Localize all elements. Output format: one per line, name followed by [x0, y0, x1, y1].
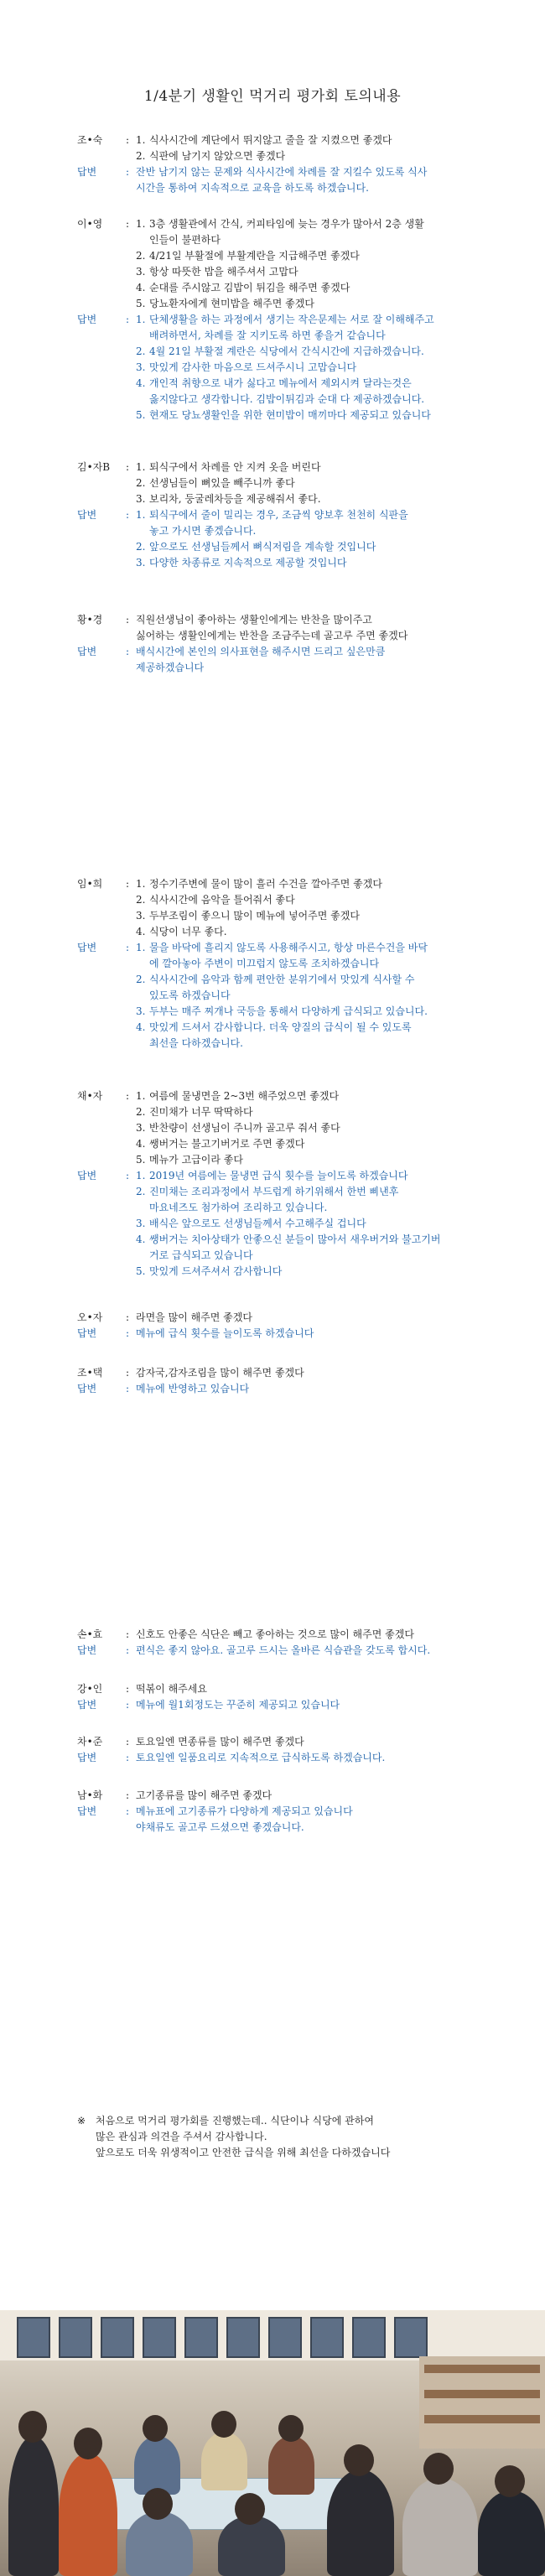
comment-text: 반찬량이 선생님이 주니까 골고루 줘서 좋다	[149, 1122, 340, 1134]
closing-line-1: 처음으로 먹거리 평가회를 진행했는데.. 식단이나 식당에 관하여	[96, 2115, 374, 2127]
answer-text: 배식은 앞으로도 선생님들께서 수고해주실 겁니다	[149, 1218, 366, 1229]
photo-person	[402, 2478, 478, 2576]
item-number: 3.	[136, 910, 146, 922]
answer-text: 편식은 좋지 않아요. 골고루 드시는 올바른 식습관을 갖도록 합시다.	[136, 1644, 431, 1656]
item-number: 3.	[136, 493, 146, 505]
comment-text: 식사시간에 계단에서 뛰지않고 줄을 잘 지켰으면 좋겠다	[149, 134, 392, 146]
answer-text: 2019년 여름에는 물냉면 급식 횟수를 늘이도록 하겠습니다	[149, 1170, 408, 1182]
comment-text: 여름에 물냉면을 2~3번 해주었으면 좋겠다	[149, 1090, 340, 1102]
photo-person	[134, 2436, 180, 2495]
item-number: 5.	[136, 298, 146, 309]
label-colon: :	[126, 878, 130, 890]
comment-section	[77, 1088, 496, 1280]
speaker-name: 강•인	[77, 1683, 103, 1695]
comment-text: 4/21일 부활절에 부활계란을 지급해주면 좋겠다	[149, 250, 360, 262]
comment-text: 식당이 너무 좋다.	[149, 926, 227, 937]
photo-window	[226, 2317, 260, 2358]
label-colon: :	[126, 1383, 130, 1394]
answer-label: 답변	[77, 1644, 97, 1656]
label-colon: :	[126, 1805, 130, 1817]
answer-text: 제공하겠습니다	[136, 662, 205, 673]
label-colon: :	[126, 461, 130, 473]
item-number: 1.	[136, 218, 146, 230]
item-number: 1.	[136, 509, 146, 521]
comment-section	[77, 1788, 496, 1836]
photo-person	[268, 2436, 314, 2495]
answer-text: 메뉴에 월1회정도는 꾸준히 제공되고 있습니다	[136, 1699, 340, 1711]
photo-person	[8, 2436, 59, 2576]
answer-label: 답변	[77, 942, 97, 953]
comment-text: 보리차, 둥굴레차등을 제공해줘서 좋다.	[149, 493, 321, 505]
speaker-name: 채•자	[77, 1090, 103, 1102]
item-number: 1.	[136, 942, 146, 953]
answer-label: 답변	[77, 1383, 97, 1394]
answer-label: 답변	[77, 509, 97, 521]
label-colon: :	[126, 134, 130, 146]
label-colon: :	[126, 1789, 130, 1801]
comment-text: 라면을 많이 해주면 좋겠다	[136, 1311, 252, 1323]
comment-text: 고기종류를 많이 해주면 좋겠다	[136, 1789, 272, 1801]
answer-text: 메뉴에 반영하고 있습니다	[136, 1383, 250, 1394]
comment-text: 식판에 남기지 않았으면 좋겠다	[149, 150, 286, 162]
item-number: 1.	[136, 134, 146, 146]
answer-label: 답변	[77, 1805, 97, 1817]
comment-section	[77, 1681, 496, 1713]
speaker-name: 오•자	[77, 1311, 103, 1323]
photo-person	[59, 2453, 117, 2576]
photo-shelf	[419, 2356, 545, 2449]
comment-text: 당뇨환자에게 현미밥을 해주면 좋겠다	[149, 298, 314, 309]
label-colon: :	[126, 509, 130, 521]
answer-text: 메뉴표에 고기종류가 다양하게 제공되고 있습니다	[136, 1805, 353, 1817]
answer-text: 쌩버거는 치아상태가 안좋으신 분들이 많아서 새우버거와 불고기버	[149, 1233, 441, 1245]
answer-label: 답변	[77, 166, 97, 178]
photo-window	[101, 2317, 134, 2358]
answer-text: 옳지않다고 생각합니다. 김밥이튀김과 순대 다 제공하겠습니다.	[149, 393, 425, 405]
item-number: 2.	[136, 477, 146, 489]
item-number: 4.	[136, 1233, 146, 1245]
answer-text: 있도록 하겠습니다	[149, 989, 231, 1001]
comment-section	[77, 460, 496, 571]
label-colon: :	[126, 1752, 130, 1763]
label-colon: :	[126, 1311, 130, 1323]
comment-text: 신호도 안좋은 식단은 빼고 좋아하는 것으로 많이 해주면 좋겠다	[136, 1628, 414, 1640]
closing-line-2: 많은 관심과 의견을 주셔서 감사합니다.	[96, 2131, 267, 2142]
photo-window	[268, 2317, 302, 2358]
photo-person	[126, 2511, 193, 2576]
comment-text: 식사시간에 음악을 틀어줘서 좋다	[149, 894, 295, 906]
photo-window	[352, 2317, 386, 2358]
comment-text: 쌩버거는 불고기버거로 주면 좋겠다	[149, 1138, 305, 1150]
item-number: 1.	[136, 314, 146, 325]
answer-text: 맛있게 감사한 마음으로 드셔주시니 고맙습니다	[149, 361, 357, 373]
closing-line-3: 앞으로도 더욱 위생적이고 안전한 급식을 위해 최선을 다하겠습니다	[96, 2147, 391, 2158]
speaker-name: 이•영	[77, 218, 103, 230]
label-colon: :	[126, 314, 130, 325]
label-colon: :	[126, 942, 130, 953]
comment-text: 메뉴가 고급이라 좋다	[149, 1154, 243, 1166]
answer-label: 답변	[77, 1699, 97, 1711]
answer-text: 퇴식구에서 줄이 밀리는 경우, 조금씩 양보후 천천히 식판을	[149, 509, 408, 521]
label-colon: :	[126, 1644, 130, 1656]
photo-person	[478, 2490, 545, 2576]
speaker-name: 남•화	[77, 1789, 103, 1801]
label-colon: :	[126, 1628, 130, 1640]
answer-text: 시간을 통하여 지속적으로 교육을 하도록 하겠습니다.	[136, 182, 369, 194]
answer-text: 마요네즈도 첨가하여 조리하고 있습니다.	[149, 1202, 328, 1213]
label-colon: :	[126, 1170, 130, 1182]
answer-label: 답변	[77, 646, 97, 657]
speaker-name: 황•경	[77, 614, 103, 626]
label-colon: :	[126, 1327, 130, 1339]
comment-text: 두부조림이 좋으니 많이 메뉴에 넣어주면 좋겠다	[149, 910, 360, 922]
comment-text: 직원선생님이 좋아하는 생활인에게는 반찬을 많이주고	[136, 614, 372, 626]
label-colon: :	[126, 1683, 130, 1695]
speaker-name: 김•자B	[77, 461, 111, 473]
item-number: 1.	[136, 878, 146, 890]
comment-text: 감자국,감자조림을 많이 해주면 좋겠다	[136, 1367, 304, 1379]
item-number: 2.	[136, 974, 146, 985]
item-number: 3.	[136, 1218, 146, 1229]
answer-label: 답변	[77, 1327, 97, 1339]
comment-section	[77, 216, 496, 423]
item-number: 2.	[136, 541, 146, 553]
photo-window	[310, 2317, 344, 2358]
answer-text: 앞으로도 선생님들께서 뼈식저림을 계속할 것입니다	[149, 541, 376, 553]
comment-text: 진미채가 너무 딱딱하다	[149, 1106, 253, 1118]
speaker-name: 조•숙	[77, 134, 103, 146]
comment-section	[77, 1365, 496, 1397]
note-mark: ※	[77, 2115, 86, 2127]
label-colon: :	[126, 1367, 130, 1379]
label-colon: :	[126, 614, 130, 626]
item-number: 2.	[136, 1186, 146, 1197]
speaker-name: 손•효	[77, 1628, 103, 1640]
speaker-name: 차•준	[77, 1736, 103, 1748]
comment-section	[77, 612, 496, 676]
answer-label: 답변	[77, 1752, 97, 1763]
item-number: 2.	[136, 1106, 146, 1118]
comment-text: 3층 생활관에서 간식, 커피타임에 늦는 경우가 많아서 2층 생활	[149, 218, 424, 230]
answer-text: 물을 바닥에 흘리지 않도록 사용해주시고, 항상 마른수건을 바닥	[149, 942, 428, 953]
meeting-photo	[0, 2310, 545, 2576]
photo-window	[184, 2317, 218, 2358]
answer-text: 다양한 차종류로 지속적으로 제공할 것입니다	[149, 557, 347, 569]
answer-text: 토요일엔 일품요리로 지속적으로 급식하도록 하겠습니다.	[136, 1752, 386, 1763]
answer-text: 개인적 취향으로 내가 싫다고 메뉴에서 제외시켜 달라는것은	[149, 377, 412, 389]
label-colon: :	[126, 646, 130, 657]
label-colon: :	[126, 218, 130, 230]
answer-text: 에 깔아놓아 주변이 미끄럽지 않도록 조치하겠습니다	[149, 958, 380, 969]
item-number: 4.	[136, 377, 146, 389]
comment-text: 인들이 불편하다	[149, 234, 221, 246]
comment-text: 선생님들이 뼈있을 빼주니까 좋다	[149, 477, 295, 489]
page-title: 1/4분기 생활인 먹거리 평가회 토의내용	[143, 88, 402, 105]
comment-text: 정수기주변에 물이 많이 흘러 수건을 깔아주면 좋겠다	[149, 878, 382, 890]
answer-label: 답변	[77, 314, 97, 325]
photo-window	[394, 2317, 428, 2358]
photo-person	[201, 2432, 247, 2490]
item-number: 5.	[136, 1154, 146, 1166]
item-number: 4.	[136, 926, 146, 937]
answer-text: 단체생활을 하는 과정에서 생기는 작은문제는 서로 잘 이해해주고	[149, 314, 434, 325]
comment-text: 토요일엔 면종류를 많이 해주면 좋겠다	[136, 1736, 304, 1748]
item-number: 3.	[136, 266, 146, 278]
answer-text: 4월 21일 부활절 계란은 식당에서 간식시간에 지급하겠습니다.	[149, 345, 424, 357]
photo-window	[59, 2317, 92, 2358]
closing-note	[77, 2113, 496, 2161]
speaker-name: 임•희	[77, 878, 103, 890]
photo-person	[327, 2470, 394, 2576]
label-colon: :	[126, 1699, 130, 1711]
comment-text: 순대를 주시않고 김밥이 튀김을 해주면 좋겠다	[149, 282, 350, 293]
comment-section	[77, 1310, 496, 1342]
comment-text: 항상 따뜻한 밥을 해주셔서 고맙다	[149, 266, 298, 278]
item-number: 2.	[136, 150, 146, 162]
answer-text: 현재도 당뇨생활인을 위한 현미밥이 매끼마다 제공되고 있습니다	[149, 409, 431, 421]
answer-text: 식사시간에 음악과 함께 편안한 분위기에서 맛있게 식사할 수	[149, 974, 415, 985]
item-number: 4.	[136, 1138, 146, 1150]
answer-text: 최선을 다하겠습니다.	[149, 1037, 243, 1049]
item-number: 1.	[136, 1170, 146, 1182]
speaker-name: 조•택	[77, 1367, 103, 1379]
comment-section	[77, 1627, 496, 1659]
item-number: 3.	[136, 1005, 146, 1017]
label-colon: :	[126, 166, 130, 178]
item-number: 2.	[136, 345, 146, 357]
answer-text: 잔반 남기지 않는 문제와 식사시간에 차례를 잘 지킬수 있도록 식사	[136, 166, 428, 178]
answer-text: 두부는 매주 찌개나 국등을 통해서 다양하게 급식되고 있습니다.	[149, 1005, 428, 1017]
answer-text: 야채류도 골고루 드셨으면 좋겠습니다.	[136, 1821, 304, 1833]
label-colon: :	[126, 1090, 130, 1102]
photo-window	[17, 2317, 50, 2358]
answer-text: 거로 급식되고 있습니다	[149, 1249, 253, 1261]
item-number: 2.	[136, 894, 146, 906]
label-colon: :	[126, 1736, 130, 1748]
item-number: 3.	[136, 557, 146, 569]
answer-text: 맛있게 드셔주셔서 감사합니다	[149, 1265, 283, 1277]
item-number: 5.	[136, 409, 146, 421]
item-number: 4.	[136, 1021, 146, 1033]
answer-text: 진미채는 조리과정에서 부드럽게 하기위해서 한번 삐낸후	[149, 1186, 399, 1197]
item-number: 2.	[136, 250, 146, 262]
answer-text: 메뉴에 급식 횟수를 늘이도록 하겠습니다	[136, 1327, 314, 1339]
comment-text: 싫어하는 생활인에게는 반찬을 조금주는데 골고루 주면 좋겠다	[136, 630, 408, 641]
comment-text: 떡볶이 해주세요	[136, 1683, 207, 1695]
item-number: 1.	[136, 461, 146, 473]
item-number: 5.	[136, 1265, 146, 1277]
answer-text: 맛있게 드셔서 감사합니다. 더욱 양질의 급식이 될 수 있도록	[149, 1021, 412, 1033]
item-number: 3.	[136, 1122, 146, 1134]
comment-section	[77, 1734, 496, 1766]
comment-text: 퇴식구에서 차례를 안 지켜 옷을 버린다	[149, 461, 321, 473]
comment-section	[77, 132, 496, 196]
comment-section	[77, 876, 496, 1052]
item-number: 4.	[136, 282, 146, 293]
item-number: 1.	[136, 1090, 146, 1102]
answer-label: 답변	[77, 1170, 97, 1182]
answer-text: 배려하면서, 차례를 잘 지키도록 하면 좋을거 같습니다	[149, 330, 386, 341]
answer-text: 배식시간에 본인의 의사표현을 해주시면 드리고 싶은만큼	[136, 646, 386, 657]
answer-text: 놓고 가시면 좋겠습니다.	[149, 525, 257, 537]
photo-window	[143, 2317, 176, 2358]
item-number: 3.	[136, 361, 146, 373]
